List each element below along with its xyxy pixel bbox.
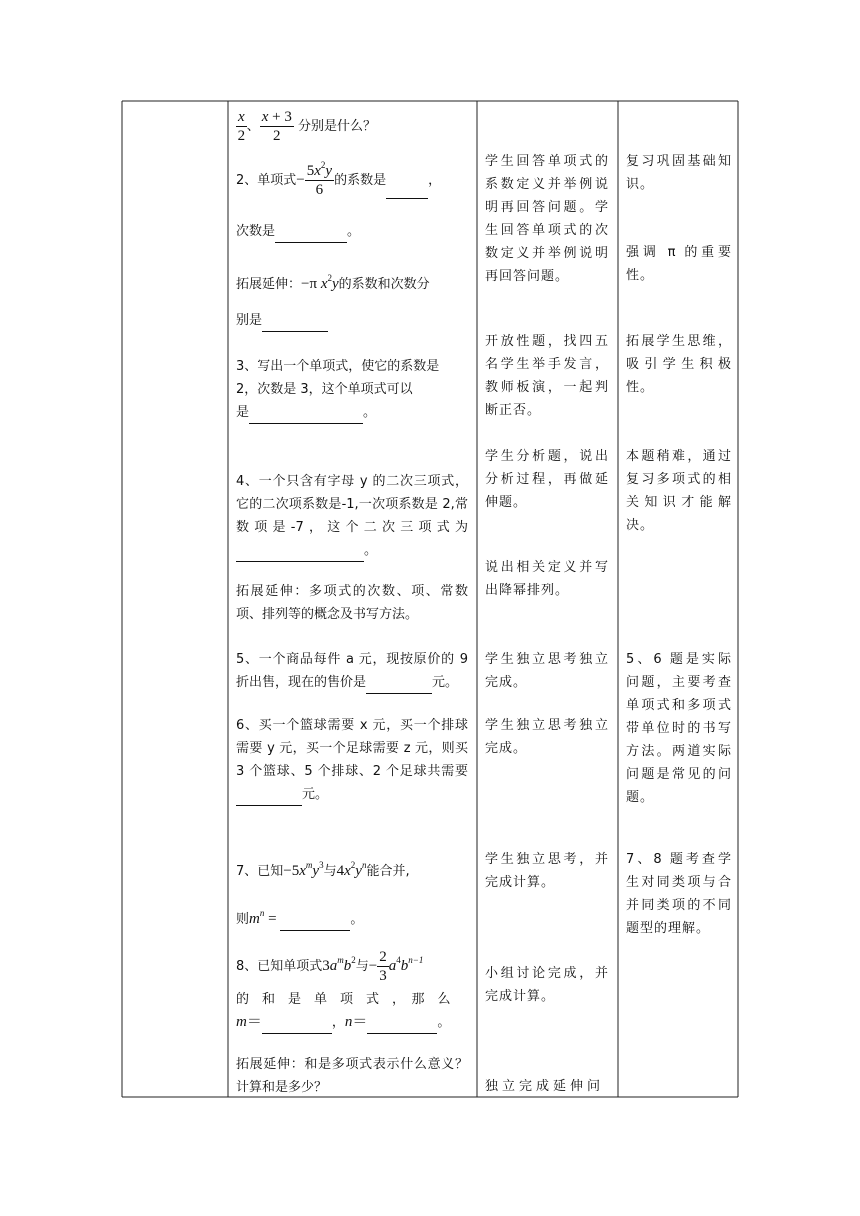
- q8-blank-m[interactable]: [262, 1017, 332, 1034]
- activity-5: 学生独立思考独立完成。: [485, 652, 609, 690]
- q6-blank[interactable]: [236, 789, 302, 806]
- q5: 5、一个商品每件 a 元，现按原价的 9 折出售，现在的售价是 元。: [236, 648, 468, 694]
- q2-blank-degree[interactable]: [275, 226, 347, 243]
- fraction-2-over-3: $\frac{2}{3}$: [379, 949, 387, 984]
- q1-fractions: $\frac{x}{2}$ 、 $\frac{x + 3}{2}$ 分别是什么？: [237, 109, 376, 144]
- intent-3: 拓展学生思维，吸引学生积极性。: [626, 334, 732, 395]
- q7-line2: 则$m^n$ = 。: [236, 908, 468, 931]
- q4-blank[interactable]: [236, 545, 364, 562]
- fraction-x-plus-3-over-2: $\frac{x + 3}{2}$: [261, 109, 292, 144]
- activity-6: 学生独立思考独立完成。: [485, 718, 609, 756]
- intent-4: 本题稍难，通过复习多项式的相关知识才能解决。: [626, 449, 732, 533]
- activity-1: 学生回答单项式的系数定义并举例说明再回答问题。学生回答单项式的次数定义并举例说明再回答问题。: [485, 154, 609, 284]
- activity-3: 学生分析题，说出分析过程，再做延伸题。: [485, 449, 609, 510]
- q8-line2: 的 和 是 单 项 式 ， 那 么: [236, 992, 451, 1007]
- fraction-x-over-2: $\frac{x}{2}$: [237, 109, 246, 144]
- activity-4: 说出相关定义并写出降幂排列。: [485, 560, 609, 598]
- fraction-5x2y-over-6: $\frac{5x^2y}{6}$: [306, 160, 333, 198]
- q8-line1: 8、已知单项式$3a^mb^2$与− $\frac{2}{3}$ $a^4b^{n-1}$: [236, 949, 424, 984]
- q2-blank-coefficient[interactable]: [386, 182, 428, 199]
- q5-blank[interactable]: [366, 677, 432, 694]
- intent-5: 5、6 题是实际问题，主要考查单项式和多项式带单位时的书写方法。两道实际问题是常见的问题。: [626, 652, 732, 805]
- intent-1: 复习巩固基础知识。: [626, 154, 732, 192]
- q7-blank[interactable]: [280, 914, 350, 931]
- ext1-blank[interactable]: [262, 315, 328, 332]
- q6: 6、买一个篮球需要 x 元，买一个排球需要 y 元，买一个足球需要 z 元，则买 3 个篮球、5 个排球、2 个足球共需要元。: [236, 714, 468, 806]
- q7-line1: 7、已知$-5x^my^3$与$4x^2y^n$能合并,: [236, 860, 410, 879]
- activity-7: 学生独立思考，并完成计算。: [485, 852, 609, 890]
- q8-blank-n[interactable]: [367, 1017, 437, 1034]
- q3-blank[interactable]: [249, 407, 363, 424]
- ext1-line2: 别是: [236, 309, 468, 332]
- q2-line2: 次数是 。: [236, 220, 468, 243]
- q8-line3: m＝ ，n＝ 。: [236, 1011, 468, 1034]
- intent-2: 强调 π 的重要性。: [626, 245, 732, 283]
- ext2: 拓展延伸：多项式的次数、项、常数项、排列等的概念及书写方法。: [236, 584, 468, 622]
- q1-text: 分别是什么？: [297, 119, 376, 134]
- intent-6: 7、8 题考查学生对同类项与合并同类项的不同题型的理解。: [626, 852, 732, 936]
- activity-8: 小组讨论完成，并完成计算。: [485, 966, 609, 1004]
- q3: 3、写出一个单项式，使它的系数是 2，次数是 3，这个单项式可以 是 。: [236, 355, 468, 424]
- activity-2: 开放性题，找四五名学生举手发言，教师板演，一起判断正否。: [485, 334, 609, 418]
- q2-line1: 2、单项式− $\frac{5x^2y}{6}$ 的系数是 ，: [236, 160, 442, 198]
- ext3: 拓展延伸：和是多项式表示什么意义？计算和是多少？: [236, 1057, 468, 1095]
- activity-9: 独立完成延伸问: [485, 1079, 605, 1094]
- q4: 4、一个只含有字母 y 的二次三项式，它的二次项系数是-1,一次项系数是 2,常数项是-7，这个二次三项式为。: [236, 470, 468, 562]
- ext1-line1: 拓展延伸：−π $x^2y$的系数和次数分: [236, 273, 430, 292]
